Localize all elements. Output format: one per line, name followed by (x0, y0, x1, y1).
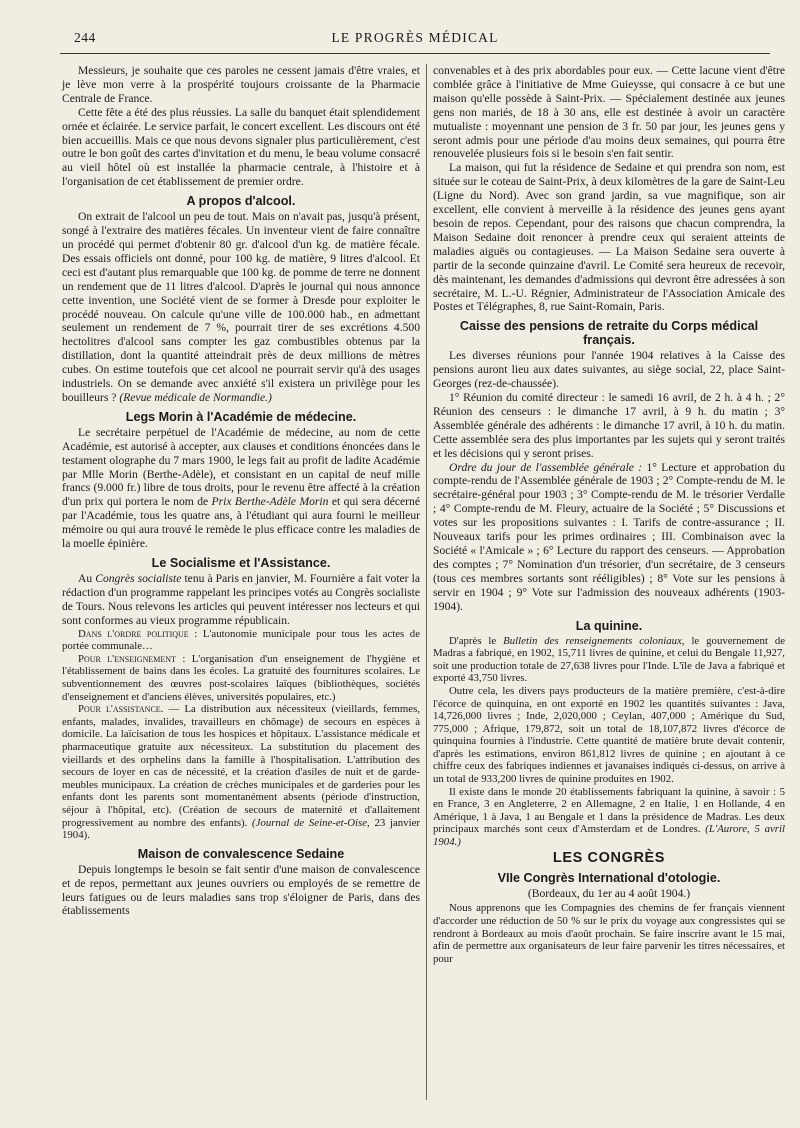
legs-article: Le secrétaire perpétuel de l'Académie de médecine, au nom de cette Académie, est autorisé à accepter, aux clauses et conditions énoncées dans le testament olographe du 7 mars 1900, le legs fait au profit de ladite Académie par Mlle Morin (Berthe-Adèle), et consistant en un capital de neuf mille francs (9.000 fr.) libre de tous droits, pour le revenu être affecté à la création d'un prix qui portera le nom de Prix Berthe-Adèle Morin et qui sera décerné par l'Académie, tous les quatre ans, à l'étudiant qui aura fourni le meilleur mémoire ou qui aura trouvé le remède le plus efficace contre les maladies de la moelle épinière. (62, 425, 420, 551)
heading-alcool: A propos d'alcool. (186, 194, 296, 209)
quinine-source: Bulletin des renseignements coloniaux, (503, 634, 685, 647)
quinine-etablissements: Il existe dans le monde 20 établissements fabriquant la quinine, à savoir : 5 en France, 3 en Angleterre, 2 en Allemagne, 2 en Italie, 1 en Hollande, 4 en Amérique, 1 à Java, 1 au Bengale et 1 dans la présidence de Madras. Les deux principaux marchés sont ceux d'Amsterdam et de Londres. (L'Aurore, 5 avril 1904.) (433, 785, 785, 849)
journal-title: LE PROGRÈS MÉDICAL (331, 30, 499, 45)
caisse-intro: Les diverses réunions pour l'année 1904 relatives à la Caisse des pensions auront lieu aux dates suivantes, au siège social, 22, place Saint-Georges (rez-de-chaussée). (433, 349, 785, 391)
banquet-speech-end: Messieurs, je souhaite que ces paroles ne cessent jamais d'être vraies, et je lève mon verre à la prospérité toujours croissante de la Pharmacie Centrale de France. (62, 64, 420, 105)
header-rule (60, 53, 770, 54)
banquet-report: Cette fête a été des plus réussies. La salle du banquet était splendidement ornée et éclairée. Le service parfait, le concert excellent. Les discours ont été bien accueillis. Mais ce que nous devons signaler plus particulièrement, c'est outre le bon goût des cartes d'invitation et du menu, le beau volume consacré au vieil hôtel où est installée la pharmacie centrale, à l'histoire et à l'organisation de cet établissement de premier ordre. (62, 105, 420, 189)
socialisme-intro: Au Congrès socialiste tenu à Paris en janvier, M. Fournière a fait voter la rédaction d'un programme rappelant les principes votés au Congrès socialiste de Tours. Nous relevons les articles qui peuvent intéresser nos lecteurs et qui sont conformes au vieux programme républicain. (62, 572, 420, 627)
congres-socialiste: Congrès socialiste (95, 572, 182, 585)
heading-les-congres: LES CONGRÈS (552, 849, 666, 866)
convalescence-article: Depuis longtemps le besoin se fait sentir d'une maison de convalescence et de repos, permettant aux jeunes ouvriers ou employés de se remettre de leurs fatigues ou de leurs maladies sans trop s'éloigner de Paris, dans des établissements (62, 862, 420, 918)
alcool-article: On extrait de l'alcool un peu de tout. Mais on n'avait pas, jusqu'à présent, songé à l'extraire des matières fécales. Un inventeur vient de faire connaître un procédé qui permet d'obtenir 80 gr. d'alcool d'un kg. de matière fécale. Des essais officiels ont donné, pour 100 kg. de matière, 9 litres d'alcool. Et ceci est d'autant plus remarquable que 100 kg. de pomme de terre ne donnent un rendement que de 11 litres d'alcool. D'après le journal qui nous annonce cette invention, une Société vient de se former à Dresde pour exploiter le procédé nouveau. On calcule qu'une ville de 100.000 hab., en admettant seulement un rendement de 7 %, pourrait tirer de ses excrétions 4.500 hectolitres d'alcool sans compter les gaz combustibles obtenus par la distillation, dont la quantité atteindrait près de deux millions de mètres cubes. On estime toutefois que cet alcool ne pourrait servir qu'à des usages industriels. On se demande avec anxiété s'il existera un privilège pour les bouilleurs ? (Revue médicale de Normandie.) (62, 210, 420, 404)
ordre-du-jour-label: Ordre du jour de l'assemblée générale : (449, 460, 643, 474)
caisse-ordre-du-jour: Ordre du jour de l'assemblée générale : 1° Lecture et approbation du compte-rendu de l'Assemblée générale de 1903 ; 2° Compte-rendu de M. le secrétaire-général pour 1903 ; 3° Compte-rendu de M. le trésorier Verdalle ; 4° Compte-rendu de M. Fleury, actuaire de la Société ; 5° Discussions et votes sur les propositions suivantes : I. Tarifs de contre-assurance ; II. Nouveaux tarifs pour les primes ordinaires ; III. Combinaison avec la Société « l'Amicale » ; 6° Lecture du rapport des censeurs. — Approbation des comptes ; 7° Nomination d'un trésorier, d'un secrétaire, de 3 censeurs (tous ces membres sortants sont rééligibles) ; 8° Vote sur les pensions à servir en 1904 ; 9° Vote sur l'admission des nouveaux adhérents (1903-1904). (433, 460, 785, 613)
otologie-article: Nous apprenons que les Compagnies des chemins de fer français viennent d'accorder une réduction de 50 % sur le prix du voyage aux congressistes qui se rendront à Bordeaux au mois d'août prochain. Se faire inscrire avant le 15 mai, afin de permettre aux organisateurs de leur faire parvenir les titres nécessaires, et pour (433, 902, 785, 965)
right-column (433, 64, 785, 965)
heading-legs-morin: Legs Morin à l'Académie de médecine. (125, 409, 357, 424)
heading-convalescence: Maison de convalescence Sedaine (137, 846, 345, 861)
enseignement: Pour l'enseignement : L'organisation d'un enseignement de l'hygiène et l'établissement de bains dans les écoles. La gratuité des fournitures scolaires. Le subventionnement des œuvres post-scolaires laïques (bibliothèques, sociétés d'enseignement et d'anciens élèves, universités populaires, etc.) (62, 652, 421, 703)
aurore-source: (L'Aurore, 5 avril 1904.) (433, 823, 785, 849)
ordre-politique: Dans l'ordre politique : L'autonomie municipale pour tous les actes de portée communale… (62, 627, 421, 653)
assistance-label: Pour l'assistance. (78, 703, 164, 716)
maison-sedaine: La maison, qui fut la résidence de Sedaine et qui prendra son nom, est située sur le coteau de Saint-Prix, à deux kilomètres de la gare de Saint-Leu (Ligne du Nord). Avec son grand jardin, sa vue magnifique, son air excellent, elle convient à merveille à la résidence des jeunes gens ayant besoin de repos. Cependant, pour des raisons que chacun comprendra, la Maison Sedaine doit renoncer à prendre ceux qui seraient atteints de maladies aiguës ou contagieuses. — La Maison Sedaine sera ouverte à partir de la seconde quinzaine d'avril. Le Comité sera heureux de recevoir, dès maintenant, les demandes d'admissions qui devront être adressées à son secrétaire, M. L.-U. Régnier, Administrateur de l'Association Amicale des Postes et Télégraphes, 8, rue Saint-Romain, Paris. (433, 161, 785, 314)
enseignement-label: Pour l'enseignement (78, 652, 176, 665)
heading-socialisme: Le Socialisme et l'Assistance. (151, 556, 331, 570)
left-column (62, 64, 420, 918)
column-separator (426, 64, 427, 1100)
alcool-source: (Revue médicale de Normandie.) (119, 390, 272, 404)
page-number: 244 (74, 30, 96, 45)
heading-quinine: La quinine. (575, 618, 643, 633)
prix-name: Prix Berthe-Adèle Morin (211, 495, 329, 509)
running-header (60, 30, 770, 50)
heading-caisse-pensions: Caisse des pensions de retraite du Corps médical français. (459, 319, 759, 348)
otologie-dates: (Bordeaux, du 1er au 4 août 1904.) (527, 886, 691, 900)
ordre-politique-label: Dans l'ordre politique (78, 627, 189, 640)
quinine-production: D'après le Bulletin des renseignements coloniaux, le gouvernement de Madras a fabriqué, en 1902, 15,711 livres de quinine, et celui du Bengale 11,927, soit une production totale de 27,638 livres pour l'Inde. L'île de Java a fabriqué et exporté 43,750 livres. (433, 634, 786, 685)
quinine-ecorce: Outre cela, les divers pays producteurs de la matière première, c'est-à-dire l'écorce de quinquina, en ont exporté en 1902 les quantités suivantes : Java, 14,726,000 livres ; Inde, 2,020,000 ; Ceylan, 407,000 ; Amérique du Sud, 775,000 ; Afrique, 179,872, soit un total de 18,107,872 livres d'écorce de quinquina fournies à l'industrie. Cette quantité de matière brute devait contenir, d'après les estimations, environ 861,812 livres de quinine ; en ajoutant à ce chiffre ceux des fabriques indiennes et javanaises indiqués ci-dessus, on arrive à un total de 933,200 livres de quinine produites en 1902. (433, 684, 785, 786)
heading-congres-otologie: VIIe Congrès International d'otologie. (497, 870, 721, 885)
assistance: Pour l'assistance. — La distribution aux nécessiteux (vieillards, femmes, enfants, malades, invalides, travailleurs en chômage) de secours en espèces à domicile. La laïcisation de tous les hospices et hôpitaux. L'assistance médicale et pharmaceutique gratuite aux nécessiteux. La substitution du placement des vieillards et des orphelins dans la famille à l'hospitalisation. L'attribution des secours de loyer en cas de nécessité, et la création d'asiles de nuit et de garde-meubles municipaux. La création de crèches municipales et de garderies pour les enfants dont les parents sont momentanément absents (période d'instruction, séjour à l'hôpital, etc). (Création de secours de maternité et d'allaitement progressivement au nombre des enfants). (Journal de Seine-et-Oise, 23 janvier 1904). (62, 703, 420, 842)
caisse-reunions: 1° Réunion du comité directeur : le samedi 16 avril, de 2 h. à 4 h. ; 2° Réunion des censeurs : le dimanche 17 avril, à 9 h. du matin ; 3° Assemblée générale des adhérents : le dimanche 17 avril, à 10 h. du matin. Cette assemblée sera des plus importantes par les sujets qui y seront traités et les décisions qui y seront prises. (433, 391, 785, 460)
convalescence-continued: convenables et à des prix abordables pour eux. — Cette lacune vient d'être comblée grâce à l'initiative de Mme Guieysse, qui consacre à ce but une maison qu'elle possède à Saint-Prix. — Spécialement destinée aux jeunes gens non mariés, de 18 à 30 ans, elle est destinée à avoir un caractère mutualiste : moyennant une pension de 3 fr. 50 par jour, les jeunes gens y seront admis pour une période d'au moins deux semaines, qui pourra être renouvelée plusieurs fois si le besoin s'en fait sentir. (433, 64, 785, 161)
assistance-source: (Journal de Seine-et-Oise, (252, 816, 370, 829)
